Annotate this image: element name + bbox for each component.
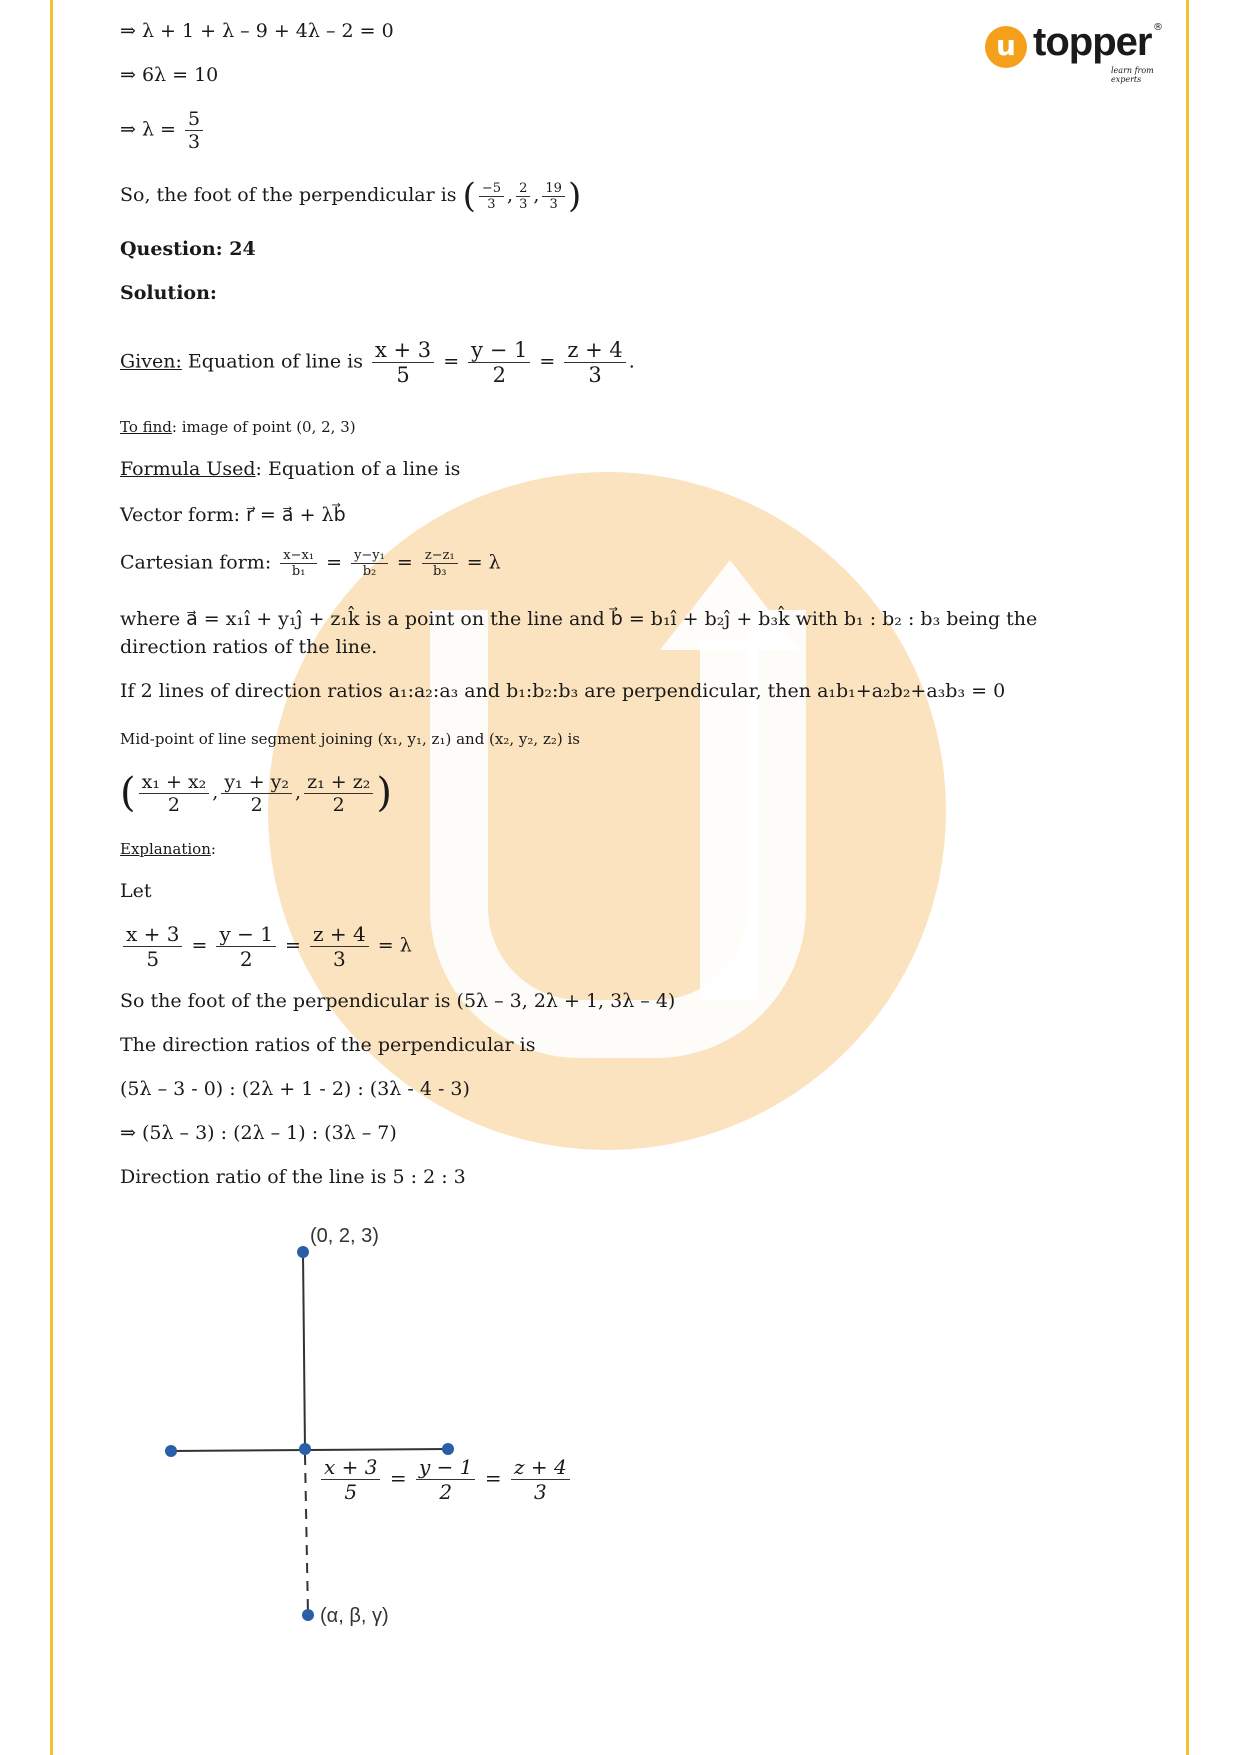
image-point-label: (α, β, γ) [320,1605,389,1627]
let-equation: $\frac{x + 3}{5}$ = $\frac{y - 1}{2}$ = $\frac{z + 4}{3}$ = λ [120,922,412,971]
explanation-label: Explanation: [120,840,216,858]
equation-line-2: ⇒ 6λ = 10 [120,64,219,86]
lambda-prefix: ⇒ λ = [120,118,176,141]
direction-ratios-1: (5λ – 3 - 0) : (2λ + 1 - 2) : (3λ - 4 - 3) [120,1078,470,1100]
watermark-arrow-head [660,560,800,650]
diagram-line-equation: $\frac{x + 3}{5}$ = $\frac{y - 1}{2}$ = $\frac{z + 4}{3}$ [318,1455,573,1504]
vector-form-line: Vector form: r⃗ = a⃗ + λb⃗ [120,504,346,526]
page-border-left [50,0,53,1755]
logo-tagline: learn from experts [1111,66,1154,84]
perpendicular-segment [303,1252,305,1450]
topper-logo [985,20,1165,84]
extended-perpendicular-dashed [305,1455,308,1615]
let-line: Let [120,880,152,902]
given-line: Given: Equation of line is $\frac{x + 3}{5}$ = $\frac{y - 1}{2}$ = $\frac{z + 4}{3}$ . [120,338,635,387]
perpendicular-diagram [150,1220,600,1640]
page-border-right [1186,0,1189,1755]
logo-mark-icon: u [985,26,1027,68]
direction-ratios-heading: The direction ratios of the perpendicular is [120,1034,536,1056]
line-direction-ratio: Direction ratio of the line is 5 : 2 : 3 [120,1166,466,1188]
midpoint-line: Mid-point of line segment joining (x₁, y₁, z₁) and (x₂, y₂, z₂) is [120,730,580,748]
foot-of-perpendicular-line: So, the foot of the perpendicular is ( $\frac{-5}{3}$ , $\frac{2}{3}$ , $\frac{19}{3}$ ) [120,176,582,216]
image-point [302,1609,314,1621]
where-line-1: where a⃗ = x₁î + y₁ĵ + z₁k̂ is a point on the line and b⃗ = b₁î + b₂ĵ + b₃k̂ with b₁ : b₂ : b₃ being the [120,608,1038,630]
cartesian-form-line: Cartesian form: $\frac{\text{x−x₁}}{\text{b₁}}$ = $\frac{\text{y−y₁}}{\text{b₂}}$ = $\frac{\text{z−z₁}}{\text{b₃}}$ = λ [120,548,501,579]
to-find-line: To find: image of point (0, 2, 3) [120,418,356,436]
direction-ratios-2: ⇒ (5λ – 3) : (2λ – 1) : (3λ – 7) [120,1122,397,1144]
top-point-label: (0, 2, 3) [310,1225,379,1247]
point-0-2-3 [297,1246,309,1258]
equation-line-3 [120,108,206,153]
logo-text: topper [1033,20,1152,64]
foot-point [299,1443,311,1455]
formula-used-line: Formula Used: Equation of a line is [120,458,461,480]
line-end-right [442,1443,454,1455]
question-heading: Question: 24 [120,238,256,260]
perpendicular-condition-line: If 2 lines of direction ratios a₁:a₂:a₃ and b₁:b₂:b₃ are perpendicular, then a₁b₁+a₂b₂+a₃b₃ = 0 [120,680,1006,702]
line-end-left [165,1445,177,1457]
lambda-fraction: $\frac{5}{3}$ [185,108,203,153]
where-line-2: direction ratios of the line. [120,636,378,658]
midpoint-formula: ( $\frac{\text{x₁ + x₂}}{2}$ , $\frac{\text{y₁ + y₂}}{2}$ , $\frac{\text{z₁ + z₂}}{2}$ ) [120,770,392,816]
solution-heading: Solution: [120,282,217,304]
logo-registered: ® [1153,22,1163,33]
equation-line-1: ⇒ λ + 1 + λ – 9 + 4λ – 2 = 0 [120,20,394,42]
foot-expression-line: So the foot of the perpendicular is (5λ – 3, 2λ + 1, 3λ – 4) [120,990,676,1012]
